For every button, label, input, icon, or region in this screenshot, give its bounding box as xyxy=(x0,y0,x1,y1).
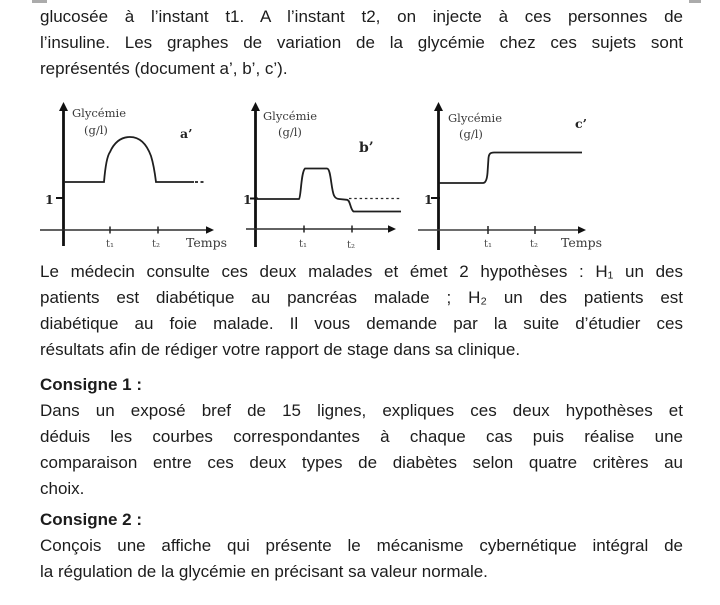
x-tick-label-t2: t₂ xyxy=(347,240,356,251)
x-tick-label-t2: t₂ xyxy=(530,239,539,250)
section-consigne-1 xyxy=(40,372,683,502)
y-axis-unit: (g/l) xyxy=(278,125,302,139)
text-line: choix. xyxy=(40,479,85,498)
text-line: Conçois une affiche qui présente le mécanisme cybernétique intégral de xyxy=(40,536,683,555)
figure-glycemia-graphs xyxy=(0,100,720,255)
x-axis-arrow-icon xyxy=(578,226,586,233)
y-axis-unit: (g/l) xyxy=(84,123,108,137)
y-axis-unit: (g/l) xyxy=(459,127,483,141)
x-axis-label: Temps xyxy=(186,235,228,250)
consigne-2-body xyxy=(40,533,683,585)
x-tick-label-t1: t₁ xyxy=(484,239,493,250)
y-axis-label: Glycémie xyxy=(448,111,502,125)
curve-c xyxy=(440,153,583,184)
y-axis-arrow-icon xyxy=(59,102,68,111)
text-line: résultats afin de rédiger votre rapport de stage dans sa clinique. xyxy=(40,340,521,359)
consigne-1-body xyxy=(40,398,683,502)
text-line: Le médecin consulte ces deux malades et émet 2 hypothèses : H₁ un des xyxy=(40,262,683,281)
section-consigne-2 xyxy=(40,507,683,585)
x-tick-label-t1: t₁ xyxy=(299,239,308,250)
x-axis-label: Temps xyxy=(561,235,603,250)
x-tick-label-t1: t₁ xyxy=(106,239,115,250)
text-line: déduis les courbes correspondantes à chaque cas puis réalise une xyxy=(40,427,683,446)
text-line: diabétique au foie malade. Il vous demande par la suite d’étudier ces xyxy=(40,314,683,333)
graph-a-tag: a’ xyxy=(180,126,193,141)
text-line: patients est diabétique au pancréas malade ; H₂ un des patients est xyxy=(40,288,683,307)
graph-b xyxy=(243,102,402,251)
graph-c xyxy=(418,102,602,250)
consigne-1-heading: Consigne 1 : xyxy=(40,375,143,394)
paragraph-hypotheses xyxy=(40,259,683,363)
graph-a xyxy=(40,102,227,250)
consigne-2-heading: Consigne 2 : xyxy=(40,510,143,529)
y-tick-label-1: 1 xyxy=(424,192,433,207)
y-axis-label: Glycémie xyxy=(263,109,317,123)
x-axis-arrow-icon xyxy=(206,226,214,233)
text-line: l’insuline. Les graphes de variation de la glycémie chez ces sujets sont xyxy=(40,33,683,52)
graph-b-tag: b’ xyxy=(359,140,374,156)
y-tick-label-1: 1 xyxy=(45,192,54,207)
graph-c-tag: c’ xyxy=(575,116,587,131)
scan-artifact-left xyxy=(32,0,47,3)
text-line: glucosée à l’instant t1. A l’instant t2, on injecte à ces personnes de xyxy=(40,7,683,26)
y-axis-arrow-icon xyxy=(434,102,443,111)
curve-a xyxy=(64,137,194,182)
text-line: Dans un exposé bref de 15 lignes, expliques ces deux hypothèses et xyxy=(40,401,683,420)
paragraph-intro xyxy=(40,4,683,82)
text-line: la régulation de la glycémie en précisant sa valeur normale. xyxy=(40,562,488,581)
x-axis-arrow-icon xyxy=(388,225,396,232)
y-axis-arrow-icon xyxy=(251,102,260,111)
x-tick-label-t2: t₂ xyxy=(152,239,161,250)
text-line: comparaison entre ces deux types de diabètes selon quatre critères au xyxy=(40,453,683,472)
y-axis-label: Glycémie xyxy=(72,106,126,120)
y-tick-label-1: 1 xyxy=(243,192,252,207)
curve-b xyxy=(256,169,401,212)
text-line: représentés (document a’, b’, c’). xyxy=(40,59,288,78)
scan-artifact-right xyxy=(689,0,701,3)
